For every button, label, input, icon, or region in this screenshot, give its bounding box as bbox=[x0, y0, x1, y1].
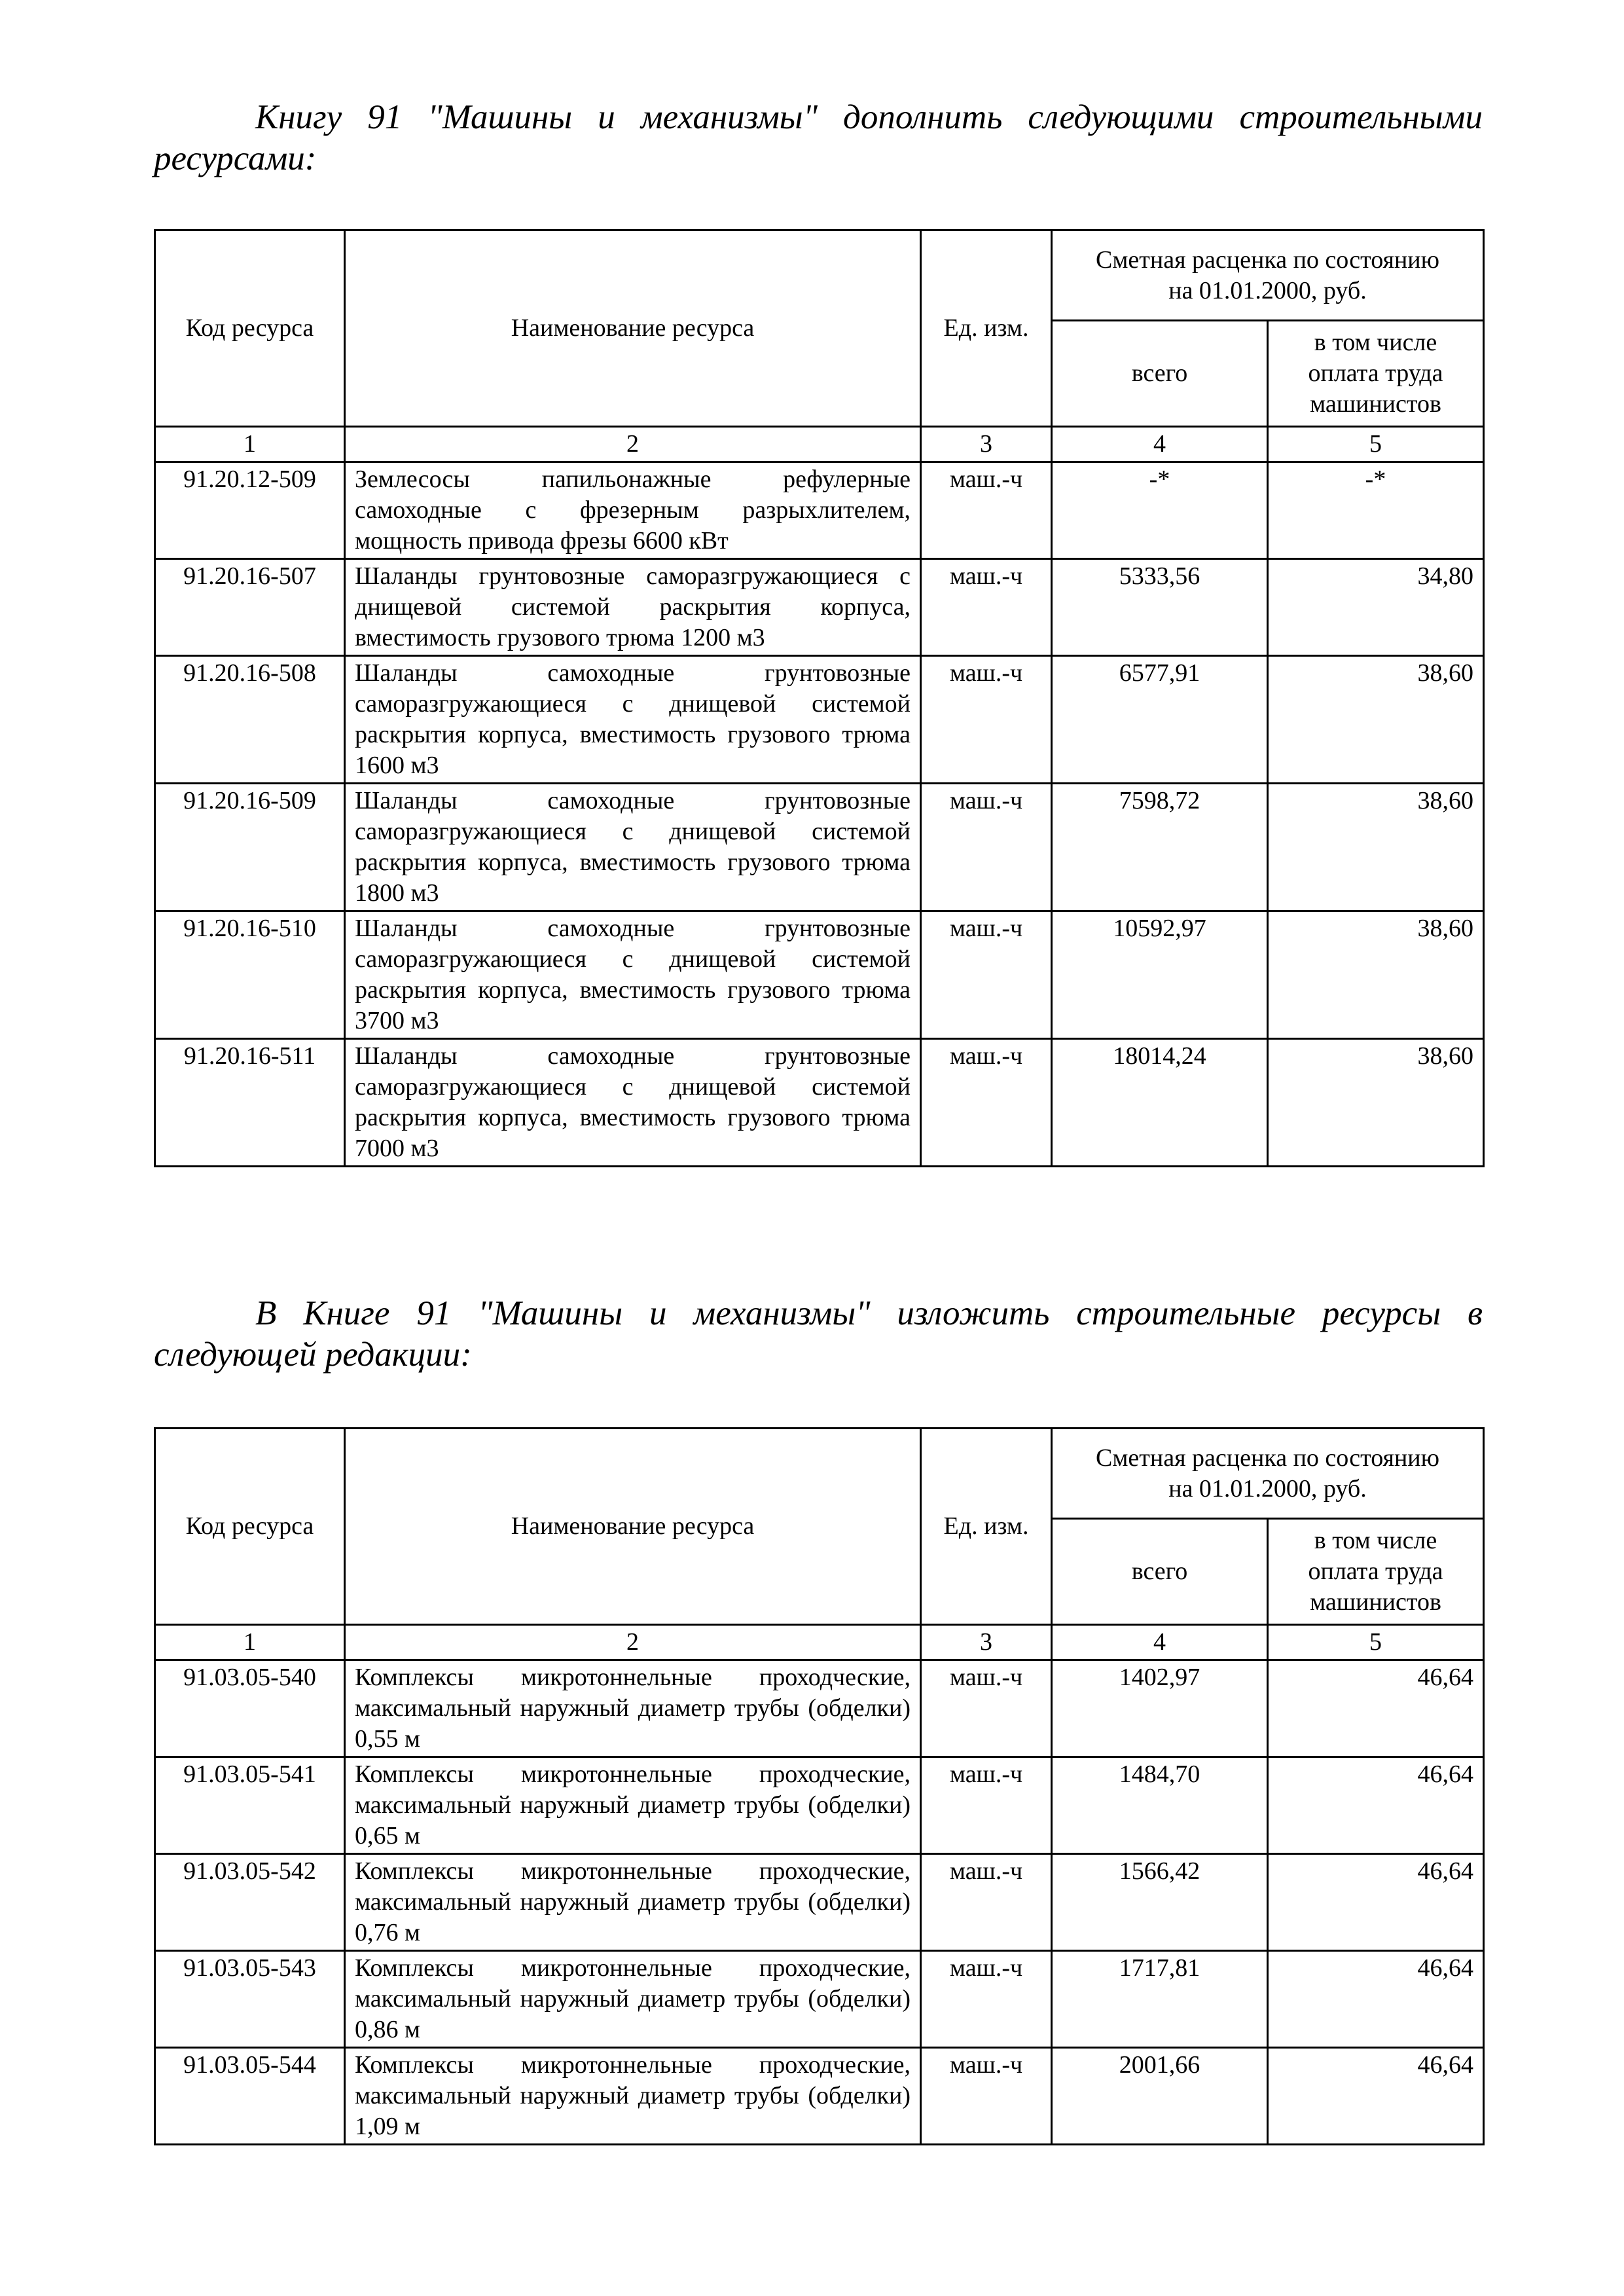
table-row bbox=[155, 1951, 1484, 2048]
resource-code: 91.20.12-509 bbox=[155, 462, 345, 559]
resource-unit: маш.-ч bbox=[921, 559, 1052, 656]
column-number: 4 bbox=[1052, 1625, 1268, 1660]
section2-heading bbox=[154, 1293, 1483, 1376]
resource-unit: маш.-ч bbox=[921, 911, 1052, 1039]
resource-name: Землесосы папильонажные рефулерные самоходные с фрезерным разрыхлителем, мощность привода фрезы 6600 кВт bbox=[345, 462, 921, 559]
section1-heading-line1: Книгу 91 "Машины и механизмы" дополнить следующими строительными bbox=[255, 98, 1483, 136]
resource-code: 91.20.16-509 bbox=[155, 784, 345, 911]
resource-total: 2001,66 bbox=[1052, 2048, 1268, 2145]
resource-code: 91.03.05-540 bbox=[155, 1660, 345, 1757]
resource-name: Комплексы микротоннельные проходческие, максимальный наружный диаметр трубы (обделки) 1,09 м bbox=[345, 2048, 921, 2145]
resource-name: Шаланды самоходные грунтовозные саморазгружающиеся с днищевой системой раскрытия корпуса, вместимость грузового трюма 1800 м3 bbox=[345, 784, 921, 911]
resource-total: 1402,97 bbox=[1052, 1660, 1268, 1757]
resource-pay: 38,60 bbox=[1268, 656, 1484, 784]
resource-code: 91.20.16-510 bbox=[155, 911, 345, 1039]
header-pay bbox=[1268, 1519, 1484, 1625]
section1-heading bbox=[154, 97, 1483, 179]
column-numbers-row bbox=[155, 1625, 1484, 1660]
resource-unit: маш.-ч bbox=[921, 2048, 1052, 2145]
column-number: 5 bbox=[1268, 1625, 1484, 1660]
column-number: 1 bbox=[155, 427, 345, 462]
table-row bbox=[155, 784, 1484, 911]
resource-total: 5333,56 bbox=[1052, 559, 1268, 656]
resource-name: Шаланды самоходные грунтовозные саморазгружающиеся с днищевой системой раскрытия корпуса, вместимость грузового трюма 3700 м3 bbox=[345, 911, 921, 1039]
header-pay bbox=[1268, 321, 1484, 427]
resource-pay: 46,64 bbox=[1268, 1757, 1484, 1854]
header-name: Наименование ресурса bbox=[345, 230, 921, 427]
resource-pay: 46,64 bbox=[1268, 2048, 1484, 2145]
header-estimate-line2: на 01.01.2000, руб. bbox=[1168, 1474, 1367, 1503]
resource-code: 91.20.16-508 bbox=[155, 656, 345, 784]
resource-pay: -* bbox=[1268, 462, 1484, 559]
header-code: Код ресурса bbox=[155, 1429, 345, 1625]
table-row bbox=[155, 462, 1484, 559]
section2-heading-line1: В Книге 91 "Машины и механизмы" изложить строительные ресурсы в bbox=[255, 1294, 1483, 1332]
resource-pay: 38,60 bbox=[1268, 1039, 1484, 1167]
resource-unit: маш.-ч bbox=[921, 1039, 1052, 1167]
header-pay-line1: в том числе bbox=[1314, 329, 1437, 356]
resource-name: Комплексы микротоннельные проходческие, максимальный наружный диаметр трубы (обделки) 0,86 м bbox=[345, 1951, 921, 2048]
header-unit: Ед. изм. bbox=[921, 1429, 1052, 1625]
header-estimate-line2: на 01.01.2000, руб. bbox=[1168, 276, 1367, 304]
header-total: всего bbox=[1052, 321, 1268, 427]
header-total: всего bbox=[1052, 1519, 1268, 1625]
resource-unit: маш.-ч bbox=[921, 1660, 1052, 1757]
resource-total: 10592,97 bbox=[1052, 911, 1268, 1039]
table-row bbox=[155, 2048, 1484, 2145]
resource-unit: маш.-ч bbox=[921, 784, 1052, 911]
section2-heading-line2: следующей редакции: bbox=[154, 1336, 472, 1374]
resource-name: Комплексы микротоннельные проходческие, максимальный наружный диаметр трубы (обделки) 0,55 м bbox=[345, 1660, 921, 1757]
header-pay-line3: машинистов bbox=[1310, 390, 1441, 418]
resource-pay: 38,60 bbox=[1268, 911, 1484, 1039]
column-number: 2 bbox=[345, 1625, 921, 1660]
header-unit: Ед. изм. bbox=[921, 230, 1052, 427]
section1-heading-line2: ресурсами: bbox=[154, 139, 317, 177]
header-estimate-line1: Сметная расценка по состоянию bbox=[1096, 246, 1440, 274]
table-row bbox=[155, 1039, 1484, 1167]
table-row bbox=[155, 656, 1484, 784]
resource-unit: маш.-ч bbox=[921, 1854, 1052, 1951]
resource-pay: 46,64 bbox=[1268, 1951, 1484, 2048]
resource-name: Комплексы микротоннельные проходческие, максимальный наружный диаметр трубы (обделки) 0,65 м bbox=[345, 1757, 921, 1854]
header-estimate-line1: Сметная расценка по состоянию bbox=[1096, 1444, 1440, 1472]
resource-total: 1566,42 bbox=[1052, 1854, 1268, 1951]
resource-total: 7598,72 bbox=[1052, 784, 1268, 911]
table-row bbox=[155, 1660, 1484, 1757]
resources-table-revisions bbox=[154, 1427, 1485, 2145]
resource-name: Шаланды грунтовозные саморазгружающиеся с днищевой системой раскрытия корпуса, вместимость грузового трюма 1200 м3 bbox=[345, 559, 921, 656]
table-row bbox=[155, 1757, 1484, 1854]
header-name: Наименование ресурса bbox=[345, 1429, 921, 1625]
column-number: 2 bbox=[345, 427, 921, 462]
resource-unit: маш.-ч bbox=[921, 462, 1052, 559]
column-number: 5 bbox=[1268, 427, 1484, 462]
resource-pay: 38,60 bbox=[1268, 784, 1484, 911]
resource-unit: маш.-ч bbox=[921, 1757, 1052, 1854]
resource-code: 91.20.16-511 bbox=[155, 1039, 345, 1167]
resource-total: 1717,81 bbox=[1052, 1951, 1268, 2048]
resource-code: 91.03.05-541 bbox=[155, 1757, 345, 1854]
table-row bbox=[155, 911, 1484, 1039]
table-row bbox=[155, 559, 1484, 656]
table-row bbox=[155, 1854, 1484, 1951]
resource-pay: 34,80 bbox=[1268, 559, 1484, 656]
column-numbers-row bbox=[155, 427, 1484, 462]
column-number: 4 bbox=[1052, 427, 1268, 462]
column-number: 3 bbox=[921, 427, 1052, 462]
resource-pay: 46,64 bbox=[1268, 1854, 1484, 1951]
resource-total: 1484,70 bbox=[1052, 1757, 1268, 1854]
resource-name: Шаланды самоходные грунтовозные саморазгружающиеся с днищевой системой раскрытия корпуса, вместимость грузового трюма 1600 м3 bbox=[345, 656, 921, 784]
resources-table-additions bbox=[154, 229, 1485, 1167]
resource-name: Комплексы микротоннельные проходческие, максимальный наружный диаметр трубы (обделки) 0,76 м bbox=[345, 1854, 921, 1951]
column-number: 1 bbox=[155, 1625, 345, 1660]
header-pay-line3: машинистов bbox=[1310, 1588, 1441, 1616]
resource-code: 91.03.05-542 bbox=[155, 1854, 345, 1951]
resource-code: 91.03.05-544 bbox=[155, 2048, 345, 2145]
column-number: 3 bbox=[921, 1625, 1052, 1660]
header-pay-line2: оплата труда bbox=[1308, 359, 1443, 387]
header-estimate bbox=[1052, 230, 1484, 321]
header-code: Код ресурса bbox=[155, 230, 345, 427]
resource-name: Шаланды самоходные грунтовозные саморазгружающиеся с днищевой системой раскрытия корпуса, вместимость грузового трюма 7000 м3 bbox=[345, 1039, 921, 1167]
resource-code: 91.20.16-507 bbox=[155, 559, 345, 656]
header-pay-line2: оплата труда bbox=[1308, 1558, 1443, 1585]
resource-unit: маш.-ч bbox=[921, 656, 1052, 784]
resource-total: 6577,91 bbox=[1052, 656, 1268, 784]
resource-code: 91.03.05-543 bbox=[155, 1951, 345, 2048]
resource-unit: маш.-ч bbox=[921, 1951, 1052, 2048]
header-pay-line1: в том числе bbox=[1314, 1527, 1437, 1554]
resource-total: -* bbox=[1052, 462, 1268, 559]
resource-total: 18014,24 bbox=[1052, 1039, 1268, 1167]
header-estimate bbox=[1052, 1429, 1484, 1519]
resource-pay: 46,64 bbox=[1268, 1660, 1484, 1757]
